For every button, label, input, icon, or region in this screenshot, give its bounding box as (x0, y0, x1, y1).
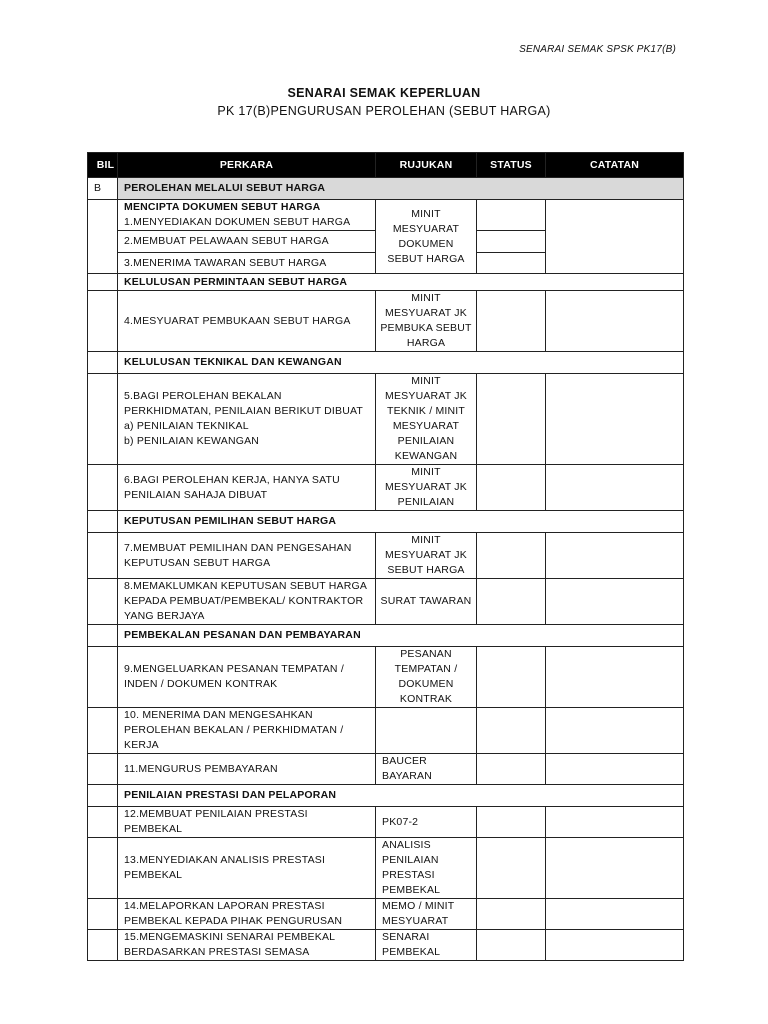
item-text: 5.BAGI PEROLEHAN BEKALAN (124, 390, 282, 402)
table-row (88, 465, 684, 511)
bil-cell (88, 754, 118, 785)
checklist-table (87, 152, 684, 961)
rujukan-cell: MINIT MESYUARAT DOKUMEN SEBUT HARGA (376, 200, 477, 274)
catatan-cell[interactable] (546, 533, 684, 579)
catatan-cell[interactable] (546, 200, 684, 274)
header-perkara: PERKARA (118, 153, 376, 178)
item-cell (118, 200, 376, 231)
item-text: 10. MENERIMA DAN MENGESAHKAN PEROLEHAN BEKALAN / PERKHIDMATAN / KERJA (118, 708, 376, 754)
status-cell[interactable] (477, 533, 546, 579)
rujukan-cell: PK07-2 (376, 807, 477, 838)
bil-cell (88, 200, 118, 274)
item-text: 9.MENGELUARKAN PESANAN TEMPATAN / INDEN / DOKUMEN KONTRAK (118, 647, 376, 708)
rujukan-cell: SURAT TAWARAN (376, 579, 477, 625)
table-row (88, 899, 684, 930)
table-row (88, 930, 684, 961)
bil-cell (88, 352, 118, 374)
rujukan-cell: MEMO / MINIT MESYUARAT (376, 899, 477, 930)
item-text: 11.MENGURUS PEMBAYARAN (118, 754, 376, 785)
item-text: 12.MEMBUAT PENILAIAN PRESTASI PEMBEKAL (118, 807, 376, 838)
catatan-cell[interactable] (546, 579, 684, 625)
status-cell[interactable] (477, 231, 546, 253)
bil-cell (88, 708, 118, 754)
section-row-b (88, 178, 684, 200)
header-status: STATUS (477, 153, 546, 178)
status-cell[interactable] (477, 647, 546, 708)
status-cell[interactable] (477, 253, 546, 274)
section-row (88, 785, 684, 807)
status-cell[interactable] (477, 807, 546, 838)
item-text: 8.MEMAKLUMKAN KEPUTUSAN SEBUT HARGA KEPADA PEMBUAT/PEMBEKAL/ KONTRAKTOR YANG BERJAYA (118, 579, 376, 625)
item-text: 15.MENGEMASKINI SENARAI PEMBEKAL BERDASARKAN PRESTASI SEMASA (118, 930, 376, 961)
rujukan-cell: MINIT MESYUARAT JK TEKNIK / MINIT MESYUARAT PENILAIAN KEWANGAN (376, 374, 477, 465)
catatan-cell[interactable] (546, 807, 684, 838)
table-row (88, 807, 684, 838)
section-row (88, 511, 684, 533)
rujukan-cell: MINIT MESYUARAT JK PEMBUKA SEBUT HARGA (376, 291, 477, 352)
bil-cell (88, 625, 118, 647)
status-cell[interactable] (477, 708, 546, 754)
bil-cell (88, 465, 118, 511)
catatan-cell[interactable] (546, 708, 684, 754)
section-label: KELULUSAN TEKNIKAL DAN KEWANGAN (118, 352, 684, 374)
status-cell[interactable] (477, 899, 546, 930)
table-row (88, 647, 684, 708)
header-rujukan: RUJUKAN (376, 153, 477, 178)
item-text: 1.MENYEDIAKAN DOKUMEN SEBUT HARGA (124, 216, 351, 228)
catatan-cell[interactable] (546, 647, 684, 708)
item-text: PERKHIDMATAN, PENILAIAN BERIKUT DIBUAT (124, 405, 364, 417)
item-text: b) PENILAIAN KEWANGAN (124, 435, 260, 447)
rujukan-cell: BAUCER BAYARAN (376, 754, 477, 785)
catatan-cell[interactable] (546, 754, 684, 785)
table-row (88, 708, 684, 754)
status-cell[interactable] (477, 838, 546, 899)
document-reference: SENARAI SEMAK SPSK PK17(B) (519, 44, 676, 55)
bil-cell (88, 647, 118, 708)
header-catatan: CATATAN (546, 153, 684, 178)
table-row (88, 754, 684, 785)
bil-cell (88, 374, 118, 465)
item-text: 6.BAGI PEROLEHAN KERJA, HANYA SATU PENILAIAN SAHAJA DIBUAT (118, 465, 376, 511)
table-row (88, 291, 684, 352)
bil-cell (88, 511, 118, 533)
table-row (88, 374, 684, 465)
rujukan-cell: SENARAI PEMBEKAL (376, 930, 477, 961)
bil-cell (88, 807, 118, 838)
table-row (88, 838, 684, 899)
bil-cell (88, 838, 118, 899)
item-text: 2.MEMBUAT PELAWAAN SEBUT HARGA (118, 231, 376, 253)
bil-cell (88, 579, 118, 625)
item-text: 3.MENERIMA TAWARAN SEBUT HARGA (118, 253, 376, 274)
bil-cell (88, 785, 118, 807)
catatan-cell[interactable] (546, 838, 684, 899)
table-row (88, 200, 684, 231)
status-cell[interactable] (477, 930, 546, 961)
bil-cell (88, 899, 118, 930)
header-bil: BIL (88, 153, 118, 178)
catatan-cell[interactable] (546, 374, 684, 465)
catatan-cell[interactable] (546, 465, 684, 511)
table-row (88, 533, 684, 579)
status-cell[interactable] (477, 465, 546, 511)
page-title: SENARAI SEMAK KEPERLUAN (287, 86, 481, 100)
section-row (88, 352, 684, 374)
rujukan-cell: MINIT MESYUARAT JK SEBUT HARGA (376, 533, 477, 579)
item-text: 4.MESYUARAT PEMBUKAAN SEBUT HARGA (118, 291, 376, 352)
section-label: PENILAIAN PRESTASI DAN PELAPORAN (118, 785, 684, 807)
section-label: KELULUSAN PERMINTAAN SEBUT HARGA (118, 274, 684, 291)
rujukan-cell: ANALISIS PENILAIAN PRESTASI PEMBEKAL (376, 838, 477, 899)
rujukan-cell: MINIT MESYUARAT JK PENILAIAN (376, 465, 477, 511)
section-label: PEROLEHAN MELALUI SEBUT HARGA (118, 178, 684, 200)
bil-cell (88, 291, 118, 352)
section-row (88, 625, 684, 647)
item-text: 13.MENYEDIAKAN ANALISIS PRESTASI PEMBEKAL (118, 838, 376, 899)
table-header-row (88, 153, 684, 178)
section-label: KEPUTUSAN PEMILIHAN SEBUT HARGA (118, 511, 684, 533)
item-text: 14.MELAPORKAN LAPORAN PRESTASI PEMBEKAL KEPADA PIHAK PENGURUSAN (118, 899, 376, 930)
bil-cell (88, 533, 118, 579)
bil-cell: B (88, 178, 118, 200)
bil-cell (88, 274, 118, 291)
catatan-cell[interactable] (546, 899, 684, 930)
item-text: 7.MEMBUAT PEMILIHAN DAN PENGESAHAN KEPUTUSAN SEBUT HARGA (118, 533, 376, 579)
rujukan-cell: PESANAN TEMPATAN / DOKUMEN KONTRAK (376, 647, 477, 708)
section-label: PEMBEKALAN PESANAN DAN PEMBAYARAN (118, 625, 684, 647)
catatan-cell[interactable] (546, 291, 684, 352)
rujukan-cell (376, 708, 477, 754)
table-row (88, 579, 684, 625)
item-text: a) PENILAIAN TEKNIKAL (124, 420, 249, 432)
status-cell[interactable] (477, 754, 546, 785)
status-cell[interactable] (477, 291, 546, 352)
page-subtitle: PK 17(B)PENGURUSAN PEROLEHAN (SEBUT HARGA) (217, 104, 551, 118)
status-cell[interactable] (477, 579, 546, 625)
status-cell[interactable] (477, 374, 546, 465)
item-cell (118, 374, 376, 465)
section-row (88, 274, 684, 291)
status-cell[interactable] (477, 200, 546, 231)
catatan-cell[interactable] (546, 930, 684, 961)
bil-cell (88, 930, 118, 961)
subsection-label: MENCIPTA DOKUMEN SEBUT HARGA (124, 201, 321, 213)
